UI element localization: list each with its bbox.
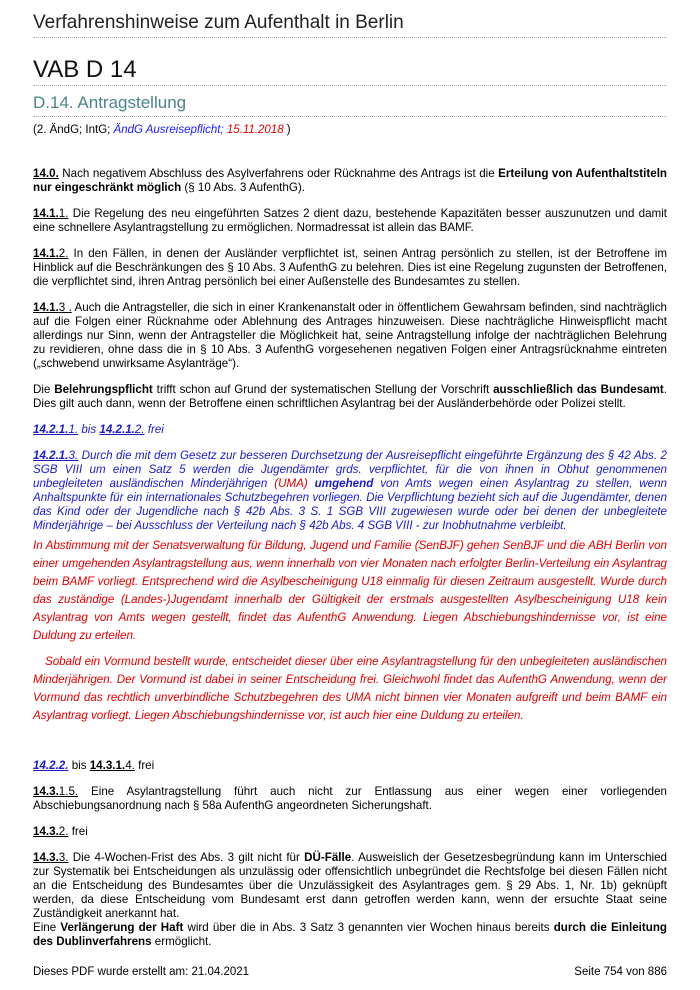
paragraph-text: In den Fällen, in denen der Ausländer verpflichtet ist, seinen Antrag persönlich zu stellen, ist der Betroffene im Hinblick auf die Beschränkungen des § 10 Abs. 3 AufenthG zu belehren. Dies ist eine Regelung zugunsten der Betroffenen, die verpflichtet sind, ihren Antrag persönlich bei einer Außenstelle des Bundesamtes zu stellen. <box>33 247 667 288</box>
paragraph-number-suffix[interactable]: 3. <box>68 449 79 462</box>
site-title: Verfahrenshinweise zum Aufenthalt in Berlin <box>33 12 404 33</box>
paragraph-text: Auch die Antragsteller, die sich in einer Krankenanstalt oder in öffentlichem Gewahrsam befinden, sind nachträglich auf die Folgen einer Rücknahme oder Ablehnung des Antrages hinzuweisen. Diese nachträgliche Hinweispflicht macht allerdings nur Sinn, wenn der Antragsteller die Möglichkeit hat, seine Antragstellung infolge der nachträglichen Belehrung zu revidieren, ohne dass die in § 10 Abs. 3 AufenthG vorgesehenen negativen Folgen einer Antragsrücknahme eintreten („schwebend unwirksame Asylanträge“). <box>33 301 667 370</box>
bold-text: ausschließlich das Bundesamt <box>493 383 664 396</box>
divider <box>33 37 667 38</box>
paragraph-number-suffix: 2. <box>58 247 69 260</box>
paragraph-text: frei <box>134 759 155 772</box>
page-number: Seite 754 von 886 <box>574 966 667 978</box>
bold-text: DÜ-Fälle <box>304 851 352 864</box>
paragraph-text: Eine <box>33 921 61 934</box>
paragraph-text: von Amts wegen einen Asylantrag zu stellen, wenn Anhaltspunkte für ein internationales Schutzbegehren vorliegen. Die Verpflichtung bezieht sich auf die Jugendämter, denen das Kind oder der Jugendliche nach § 42b Abs. 3 S. 1 SGB VIII zugewiesen wurde oder bei denen der unbegleitete Minderjährige – bei Ausschluss der Verteilung nach § 42b Abs. 4 SGB VIII - zur Inobhutnahme verbleibt. <box>33 477 667 532</box>
paragraph-number-suffix[interactable]: 1. <box>68 423 79 436</box>
paragraph-text: Sobald ein Vormund bestellt wurde, entscheidet dieser über eine Asylantragstellung für den unbegleiteten ausländischen Minderjährigen. Der Vormund ist dabei in seiner Entscheidung frei. Gleichwohl findet das AufenthG Anwendung, wenn der Vormund das rechtlich unverbindliche Schutzbegehren des UMA nicht binnen vier Monaten aufgreift und beim BAMF ein Asylantrag vorliegt. Liegen Abschiebungshindernisse vor, ist auch hier eine Duldung zu erteilen. <box>33 655 667 722</box>
paragraph-text: Eine Asylantragstellung führt auch nicht zur Entlassung aus einer wegen einer vorliegenden Abschiebungsanordnung nach § 58a AufenthG angeordneten Sicherungshaft. <box>33 785 667 812</box>
paragraph-senbjf <box>33 537 667 645</box>
paragraph-number: 14.3. <box>33 851 59 864</box>
paragraph-14-1-3 <box>33 301 667 371</box>
paragraph-text: trifft schon auf Grund der systematischen Stellung der Vorschrift <box>152 383 494 396</box>
paragraph-number: 14.3. <box>33 785 59 798</box>
paragraph-vormund <box>33 653 667 725</box>
paragraph-number: 14.0. <box>33 167 59 180</box>
section-title: D.14. Antragstellung <box>33 93 187 112</box>
paragraph-text: (§ 10 Abs. 3 AufenthG). <box>181 181 305 194</box>
amendment-suffix: ) <box>283 124 291 136</box>
paragraph-number-suffix: 1.5. <box>58 785 79 798</box>
created-date: Dieses PDF wurde erstellt am: 21.04.2021 <box>33 966 250 978</box>
paragraph-text: Die <box>33 383 55 396</box>
paragraph-14-3-2 <box>33 825 667 839</box>
paragraph-number: 14.3.1. <box>89 759 126 772</box>
paragraph-number-suffix: 1. <box>58 207 69 220</box>
paragraph-text: . Ausweislich der Gesetzesbegründung kann im Unterschied zur Systematik bei Entscheidungen als unzulässig oder offensichtlich unbegründet die Rechtsfolge bei diesen Fällen nicht an die Entscheidung des Bundesamtes über die Unzulässigkeit des Asylantrages gem. § 29 Abs. 1, Nr. 1b) geknüpft werden, da diese Entscheidung vom Bundesamt erst dann getroffen werden kann, wenn der ersuchte Staat seine Zuständigkeit anerkannt hat. <box>33 851 668 920</box>
document-title: VAB D 14 <box>33 56 137 83</box>
divider <box>33 85 667 86</box>
paragraph-text: frei <box>144 423 164 436</box>
paragraph-number: 14.1. <box>33 301 59 314</box>
paragraph-14-2-1-3 <box>33 449 667 533</box>
paragraph-number: 14.1. <box>33 207 59 220</box>
paragraph-number[interactable]: 14.2.2. <box>33 759 69 772</box>
paragraph-text: bis <box>68 759 90 772</box>
amendment-link[interactable]: ÄndG Ausreisepflicht; <box>113 124 224 136</box>
paragraph-number[interactable]: 14.2.1. <box>33 423 69 436</box>
paragraph-number-suffix[interactable]: 2. <box>134 423 145 436</box>
paragraph-14-2-1-range <box>33 423 667 437</box>
paragraph-number-suffix: 3. <box>58 851 69 864</box>
paragraph-text: frei <box>68 825 88 838</box>
bold-text: umgehend <box>307 477 374 490</box>
paragraph-belehrungspflicht <box>33 383 667 411</box>
paragraph-text: wird über die in Abs. 3 Satz 3 genannten vier Wochen hinaus bereits <box>183 921 554 934</box>
paragraph-text: Durch die mit dem Gesetz zur besseren Durchsetzung der Ausreisepflicht eingeführte Ergänzung des § 42 Abs. 2 SGB VIII um einen Satz 5 werden die Jugendämter grds. verpflichtet, für die von ihnen in Obhut genommenen unbegleiteten ausländischen Minderjährigen <box>33 449 667 490</box>
document-body <box>33 167 667 961</box>
bold-text: durch die Einleitung des Dublinverfahrens <box>33 921 667 948</box>
paragraph-number[interactable]: 14.2.1. <box>33 449 69 462</box>
bold-text: Belehrungspflicht <box>54 383 153 396</box>
paragraph-text: ermöglicht. <box>151 935 212 948</box>
paragraph-number[interactable]: 14.2.1. <box>99 423 135 436</box>
paragraph-14-1-1 <box>33 207 667 235</box>
paragraph-14-1-2 <box>33 247 667 289</box>
paragraph-text: In Abstimmung mit der Senatsverwaltung für Bildung, Jugend und Familie (SenBJF) gehen SenBJF und die ABH Berlin von einer umgehenden Asylantragstellung aus, wenn innerhalb von vier Monaten nach erfolgter Berlin-Verteilung ein Asylantrag beim BAMF vorliegt. Entsprechend wird die Asylbescheinigung U18 einmalig für diesen Zeitraum ausgestellt. Wurde durch das zuständige (Landes-)Jugendamt innerhalb der Gültigkeit der erstmals ausgestellten Asylbescheinigung U18 kein Asylantrag von Amts wegen gestellt, findet das AufenthG Anwendung. Liegen Abschiebungshindernisse vor, ist eine Duldung zu erteilen. <box>33 539 667 642</box>
paragraph-14-3-3 <box>33 851 667 949</box>
paragraph-text: Die 4-Wochen-Frist des Abs. 3 gilt nicht für <box>68 851 305 864</box>
paragraph-14-0 <box>33 167 667 195</box>
paragraph-number: 14.3. <box>33 825 59 838</box>
paragraph-number-suffix: 3 . <box>58 301 72 314</box>
amendment-note <box>33 124 291 136</box>
bold-text: Erteilung von Aufenthaltstiteln nur eingeschränkt möglich <box>33 167 667 194</box>
paragraph-text: Nach negativem Abschluss des Asylverfahrens oder Rücknahme des Antrags ist die <box>58 167 499 180</box>
paragraph-text: . Dies gilt auch dann, wenn der Betroffene einen schriftlichen Asylantrag bei der Ausländerbehörde oder Polizei stellt. <box>33 383 668 410</box>
paragraph-text: bis <box>78 423 100 436</box>
red-text: (UMA) <box>274 477 308 490</box>
paragraph-14-3-1-5 <box>33 785 667 813</box>
paragraph-text: Die Regelung des neu eingeführten Satzes 2 dient dazu, bestehende Kapazitäten besser auszunutzen und damit eine schnellere Asylantragstellung zu ermöglichen. Normadressat ist allein das BAMF. <box>33 207 667 234</box>
divider <box>33 116 667 117</box>
bold-text: Verlängerung der Haft <box>60 921 184 934</box>
paragraph-14-2-2-range <box>33 759 667 773</box>
amendment-prefix: (2. ÄndG; IntG; <box>33 124 114 136</box>
paragraph-number-suffix: 2. <box>58 825 69 838</box>
amendment-date: 15.11.2018 <box>223 124 284 136</box>
paragraph-number: 14.1. <box>33 247 59 260</box>
paragraph-number-suffix: 4. <box>125 759 135 772</box>
